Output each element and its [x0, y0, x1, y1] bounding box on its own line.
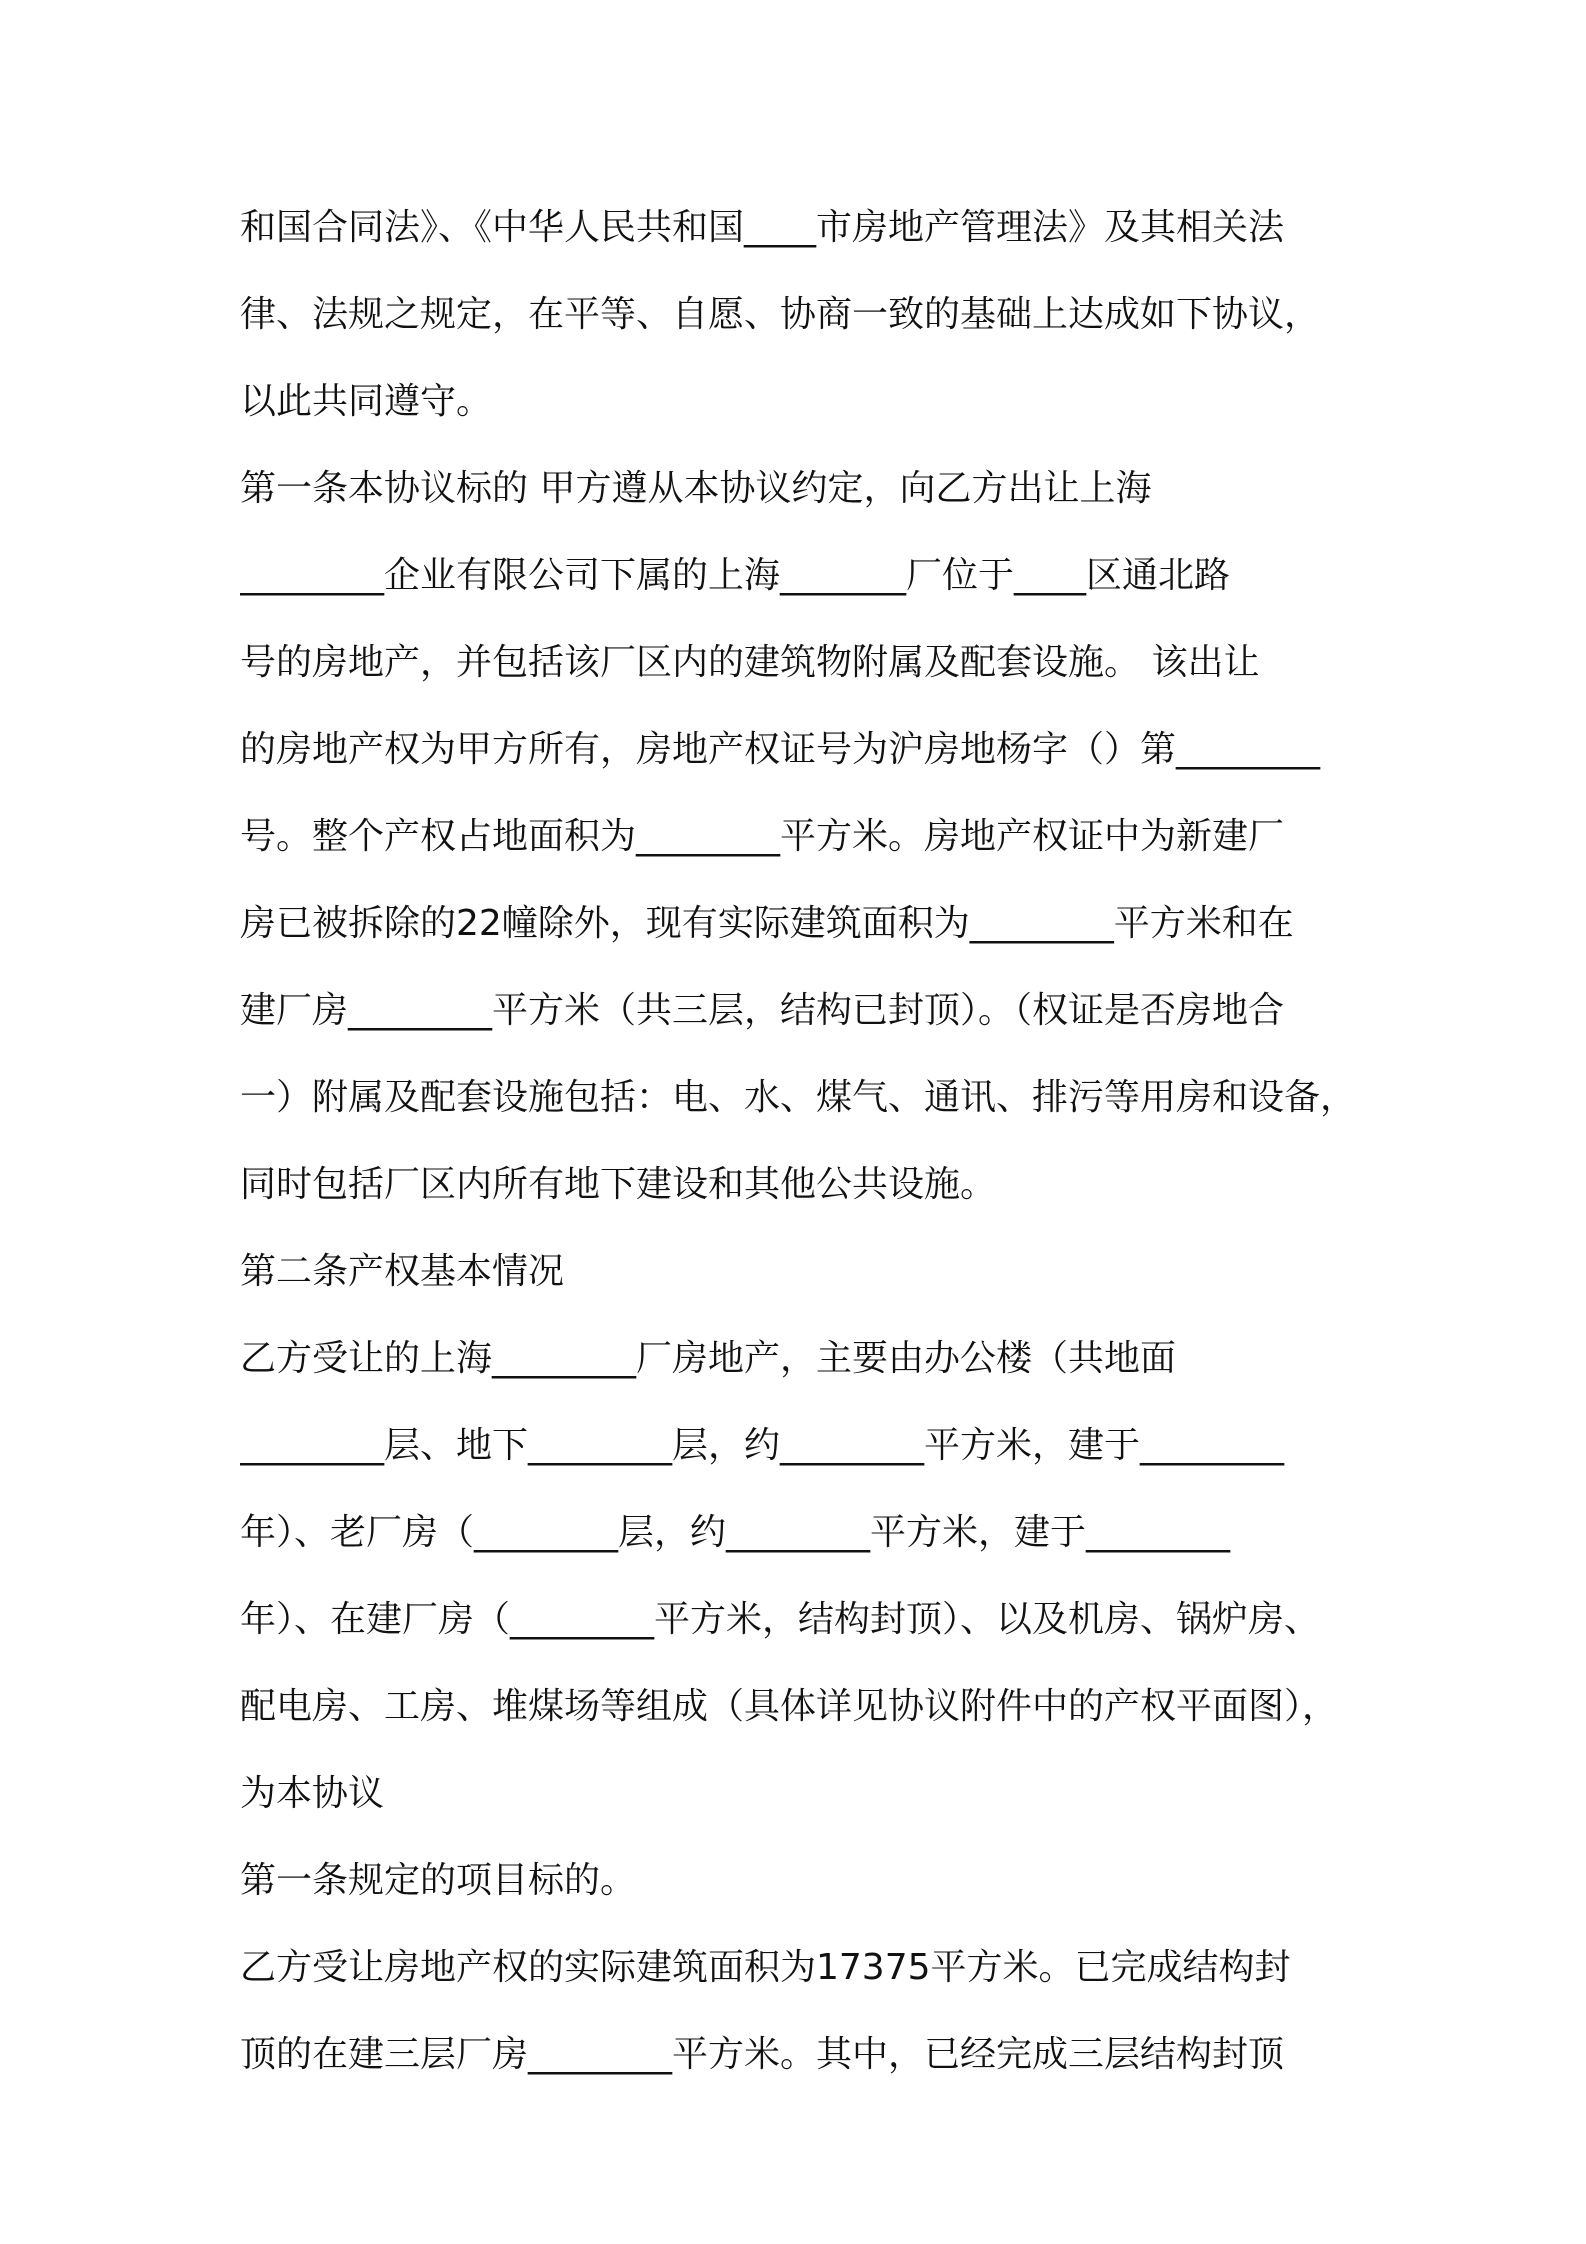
- text-line: 和国合同法》、《中华人民共和国____市房地产管理法》及其相关法: [240, 207, 1285, 248]
- text-line: 乙方受让房地产权的实际建筑面积为17375平方米。已完成结构封: [240, 1947, 1291, 1988]
- text-line: 第一条规定的项目标的。: [240, 1860, 637, 1901]
- text-line: ________层、地下________层，约________平方米，建于________: [240, 1425, 1285, 1466]
- text-line: 同时包括厂区内所有地下建设和其他公共设施。: [240, 1164, 997, 1205]
- text-line: 第一条本协议标的 甲方遵从本协议约定，向乙方出让上海: [240, 468, 1152, 509]
- text-line: 乙方受让的上海________厂房地产，主要由办公楼（共地面: [240, 1338, 1177, 1379]
- text-line: 配电房、工房、堆煤场等组成（具体详见协议附件中的产权平面图），: [240, 1686, 1339, 1727]
- text-line: 顶的在建三层厂房________平方米。其中，已经完成三层结构封顶: [240, 2034, 1285, 2075]
- text-line: 一）附属及配套设施包括：电、水、煤气、通讯、排污等用房和设备，: [240, 1077, 1357, 1118]
- text-line: 年）、老厂房（________层，约________平方米，建于________: [240, 1512, 1231, 1553]
- section-heading: 第二条产权基本情况: [240, 1251, 565, 1292]
- text-line: 年）、在建厂房（________平方米，结构封顶）、以及机房、锅炉房、: [240, 1599, 1321, 1640]
- text-line: 为本协议: [240, 1773, 385, 1814]
- text-line: ________企业有限公司下属的上海_______厂位于____区通北路: [240, 555, 1231, 596]
- text-line: 律、法规之规定，在平等、自愿、协商一致的基础上达成如下协议，: [240, 294, 1321, 335]
- text-line: 号的房地产，并包括该厂区内的建筑物附属及配套设施。 该出让: [240, 642, 1260, 683]
- text-line: 建厂房________平方米（共三层，结构已封顶）。（权证是否房地合: [240, 990, 1285, 1031]
- text-line: 以此共同遵守。: [240, 381, 493, 422]
- text-line: 房已被拆除的22幢除外，现有实际建筑面积为________平方米和在: [240, 903, 1294, 944]
- text-line: 号。整个产权占地面积为________平方米。房地产权证中为新建厂: [240, 816, 1285, 857]
- text-line: 的房地产权为甲方所有，房地产权证号为沪房地杨字（）第________: [240, 729, 1321, 770]
